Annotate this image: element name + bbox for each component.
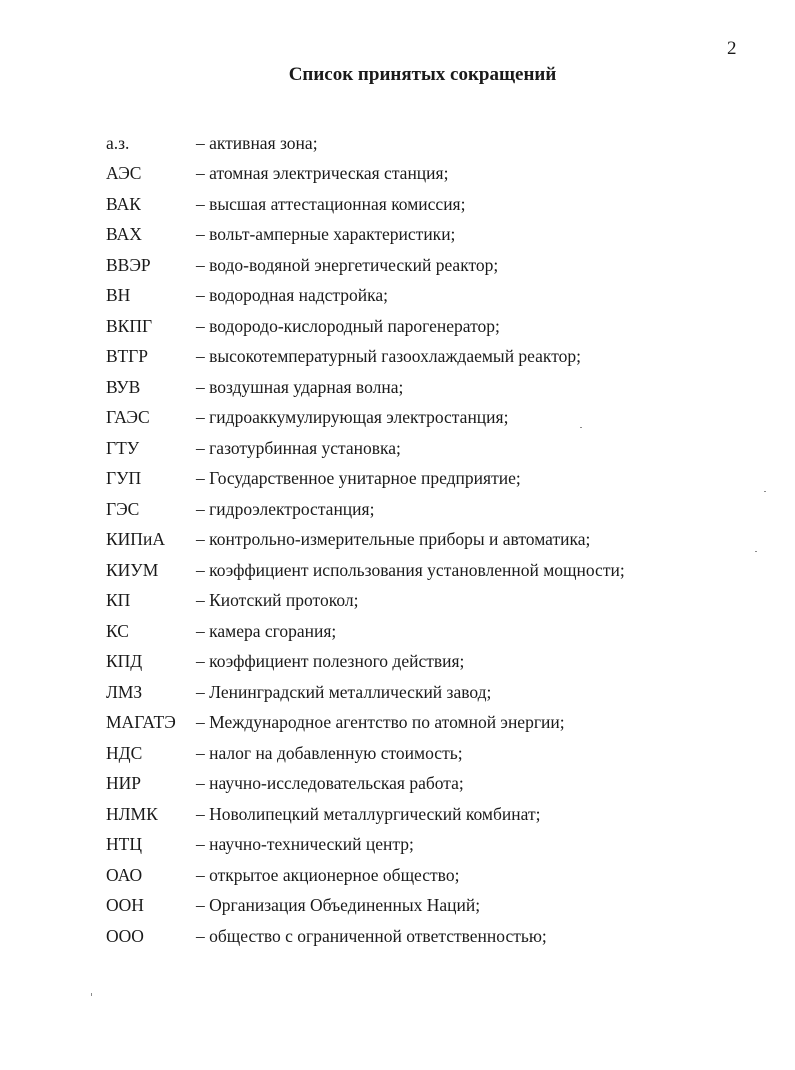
abbreviation-row	[106, 525, 746, 556]
abbreviation-definition: – Киотский протокол;	[196, 590, 359, 611]
abbreviation-definition: – газотурбинная установка;	[196, 437, 401, 458]
abbreviation-row	[106, 677, 746, 708]
abbreviation-row	[106, 189, 746, 220]
abbreviation-term: ООН	[106, 895, 144, 916]
abbreviation-term: ВКПГ	[106, 315, 153, 336]
abbreviation-term: КП	[106, 590, 131, 611]
abbreviation-term: КИПиА	[106, 529, 165, 550]
abbreviation-row	[106, 555, 746, 586]
abbreviation-definition: – Новолипецкий металлургический комбинат;	[196, 803, 541, 824]
abbreviation-term: ВВЭР	[106, 254, 151, 275]
abbreviation-definition: – налог на добавленную стоимость;	[196, 742, 463, 763]
abbreviation-definition: – коэффициент использования установленной мощности;	[196, 559, 625, 580]
abbreviation-term: ООО	[106, 925, 144, 946]
abbreviation-term: НТЦ	[106, 834, 142, 855]
abbreviation-row	[106, 159, 746, 190]
abbreviation-term: ГЭС	[106, 498, 140, 519]
abbreviation-row	[106, 281, 746, 312]
abbreviation-row	[106, 708, 746, 739]
abbreviation-definition: – Государственное унитарное предприятие;	[196, 468, 521, 489]
abbreviation-definition: – высокотемпературный газоохлаждаемый реактор;	[196, 346, 581, 367]
scan-speck	[764, 491, 766, 492]
abbreviation-term: ГАЭС	[106, 407, 150, 428]
abbreviation-row	[106, 433, 746, 464]
abbreviation-row	[106, 342, 746, 373]
abbreviation-row	[106, 128, 746, 159]
abbreviation-term: НИР	[106, 773, 142, 794]
abbreviation-row	[106, 311, 746, 342]
abbreviation-definition: – Организация Объединенных Наций;	[196, 895, 481, 916]
abbreviation-definition: – атомная электрическая станция;	[196, 163, 449, 184]
abbreviation-definition: – водо-водяной энергетический реактор;	[196, 254, 499, 275]
abbreviation-term: НЛМК	[106, 803, 158, 824]
abbreviation-row	[106, 403, 746, 434]
scan-speck	[755, 551, 757, 552]
abbreviation-definition: – водородо-кислородный парогенератор;	[196, 315, 500, 336]
abbreviation-definition: – общество с ограниченной ответственностью;	[196, 925, 547, 946]
abbreviation-row	[106, 738, 746, 769]
abbreviation-term: ГТУ	[106, 437, 140, 458]
abbreviation-definition: – коэффициент полезного действия;	[196, 651, 465, 672]
abbreviation-term: ВАК	[106, 193, 141, 214]
abbreviation-term: КИУМ	[106, 559, 159, 580]
abbreviation-term: НДС	[106, 742, 143, 763]
abbreviation-definition: – открытое акционерное общество;	[196, 864, 460, 885]
abbreviation-definition: – гидроаккумулирующая электростанция;	[196, 407, 509, 428]
abbreviation-row	[106, 921, 746, 952]
abbreviation-list	[106, 128, 746, 952]
abbreviation-term: КС	[106, 620, 129, 641]
abbreviation-term: МАГАТЭ	[106, 712, 176, 733]
abbreviation-row	[106, 250, 746, 281]
page-number: 2	[727, 38, 737, 59]
abbreviation-definition: – гидроэлектростанция;	[196, 498, 375, 519]
abbreviation-term: АЭС	[106, 163, 142, 184]
page-title: Список принятых сокращений	[288, 64, 557, 85]
abbreviation-row	[106, 616, 746, 647]
abbreviation-term: ВТГР	[106, 346, 148, 367]
abbreviation-row	[106, 494, 746, 525]
abbreviation-definition: – научно-технический центр;	[196, 834, 414, 855]
abbreviation-row	[106, 769, 746, 800]
abbreviation-definition: – воздушная ударная волна;	[196, 376, 404, 397]
abbreviation-row	[106, 220, 746, 251]
abbreviation-definition: – камера сгорания;	[196, 620, 337, 641]
abbreviation-row	[106, 860, 746, 891]
abbreviation-term: ВУВ	[106, 376, 141, 397]
abbreviation-definition: – контрольно-измерительные приборы и автоматика;	[196, 529, 591, 550]
abbreviation-definition: – водородная надстройка;	[196, 285, 389, 306]
abbreviation-row	[106, 586, 746, 617]
abbreviation-row	[106, 647, 746, 678]
abbreviation-row	[106, 464, 746, 495]
abbreviation-term: КПД	[106, 651, 143, 672]
abbreviation-row	[106, 830, 746, 861]
abbreviation-definition: – высшая аттестационная комиссия;	[196, 193, 466, 214]
abbreviation-definition: – Международное агентство по атомной энергии;	[196, 712, 565, 733]
abbreviation-definition: – научно-исследовательская работа;	[196, 773, 464, 794]
abbreviation-term: ОАО	[106, 864, 143, 885]
abbreviation-row	[106, 891, 746, 922]
abbreviation-row	[106, 372, 746, 403]
abbreviation-term: ЛМЗ	[106, 681, 143, 702]
scan-speck	[580, 427, 582, 428]
abbreviation-term: а.з.	[106, 132, 130, 153]
abbreviation-term: ГУП	[106, 468, 142, 489]
abbreviation-term: ВАХ	[106, 224, 142, 245]
abbreviation-row	[106, 799, 746, 830]
abbreviation-term: ВН	[106, 285, 131, 306]
abbreviation-definition: – активная зона;	[196, 132, 318, 153]
abbreviation-definition: – Ленинградский металлический завод;	[196, 681, 492, 702]
abbreviation-definition: – вольт-амперные характеристики;	[196, 224, 456, 245]
scan-speck	[91, 993, 92, 996]
